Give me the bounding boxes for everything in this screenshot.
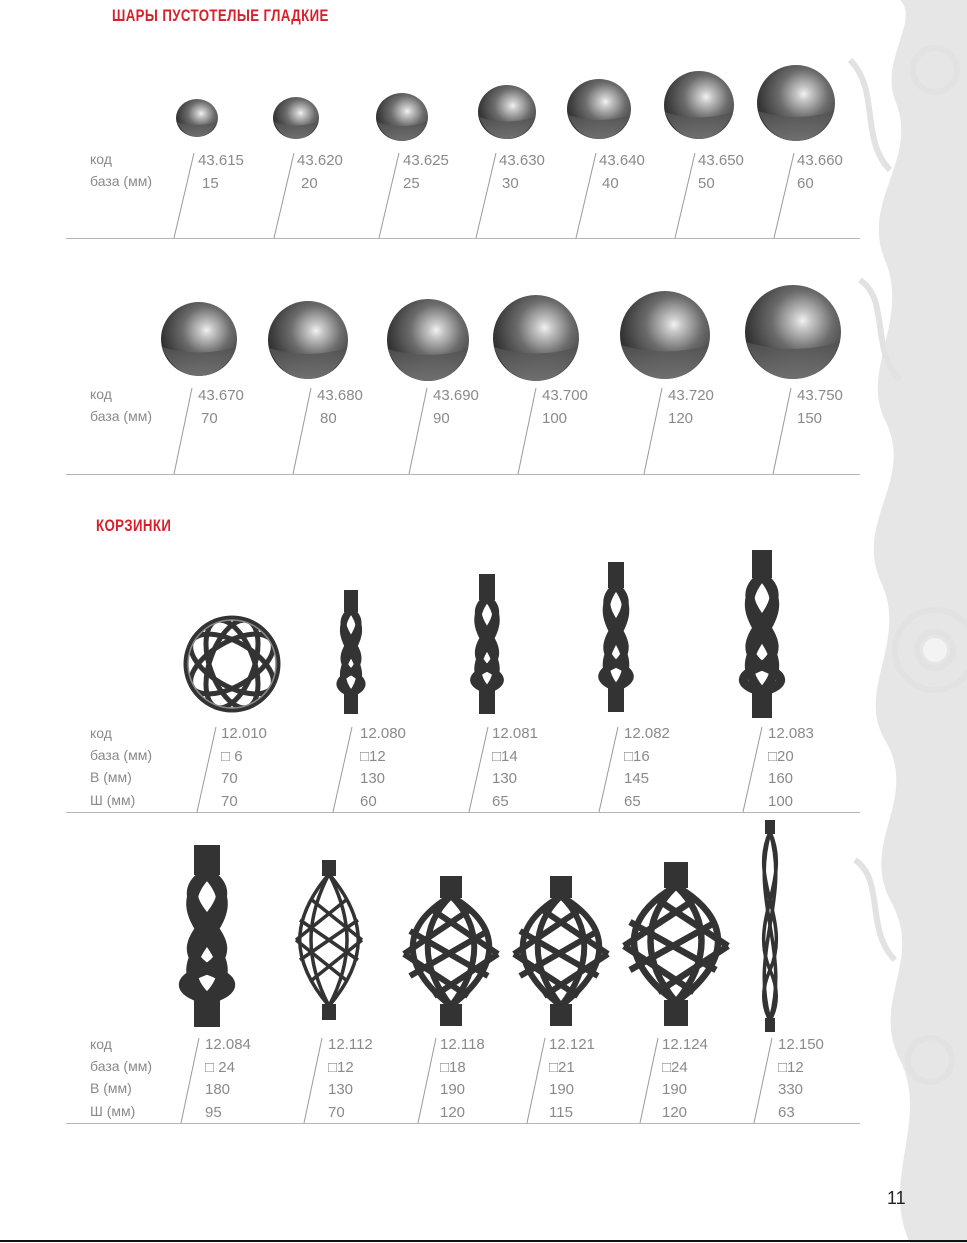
sphere-43-640	[599, 149, 645, 195]
code-value: 43.700	[542, 387, 588, 404]
baskets-row1-height-label: В (мм)	[90, 769, 132, 785]
spheres-row1-divider	[66, 238, 860, 239]
spheres-row1-code-label: код	[90, 151, 112, 167]
baskets-row1-width-label: Ш (мм)	[90, 792, 136, 808]
base-value: 120	[668, 410, 694, 427]
width-value: 70	[221, 792, 238, 810]
base-value: □12	[778, 1058, 804, 1076]
code-value: 12.010	[221, 725, 267, 742]
height-value: 190	[440, 1081, 466, 1098]
basket-12-080	[360, 723, 406, 813]
base-value: 50	[698, 175, 715, 192]
sphere-43-670	[198, 384, 244, 430]
basket-12-112	[328, 1034, 373, 1124]
base-value: 100	[542, 410, 568, 427]
basket-12-010	[221, 723, 267, 813]
sphere-43-750	[797, 384, 843, 430]
sphere-43-750-image	[744, 284, 842, 380]
width-value: 63	[778, 1103, 795, 1121]
width-value: 60	[360, 792, 377, 810]
sphere-43-630-image	[477, 84, 537, 140]
base-value: 15	[202, 175, 219, 192]
base-value: 150	[797, 410, 823, 427]
sphere-43-690-image	[386, 298, 470, 382]
base-value: □ 6	[221, 747, 243, 765]
base-value: 60	[797, 175, 814, 192]
basket-12-150	[778, 1034, 824, 1124]
height-value: 330	[778, 1081, 804, 1098]
width-value: 95	[205, 1103, 222, 1121]
sphere-43-615	[198, 149, 244, 195]
code-value: 43.670	[198, 387, 244, 404]
code-value: 12.118	[440, 1036, 485, 1053]
sphere-43-720	[668, 384, 714, 430]
base-value: □16	[624, 747, 650, 765]
sphere-43-625-image	[375, 92, 429, 142]
code-value: 43.640	[599, 152, 645, 169]
sphere-43-720-image	[619, 290, 711, 380]
base-value: □14	[492, 747, 518, 765]
basket-12-083-image	[716, 550, 808, 718]
spheres-row2-code-label: код	[90, 386, 112, 402]
basket-12-124	[662, 1034, 708, 1124]
width-value: 65	[492, 792, 509, 810]
code-value: 43.750	[797, 387, 843, 404]
baskets-row2-base-label: база (мм)	[90, 1058, 152, 1074]
baskets-row1-code-label: код	[90, 725, 112, 741]
code-value: 43.615	[198, 152, 244, 169]
sphere-43-625	[403, 149, 449, 195]
baskets-row1-divider	[66, 812, 860, 813]
sphere-43-630	[499, 149, 545, 195]
base-value: 30	[502, 175, 519, 192]
basket-12-082	[624, 723, 670, 813]
basket-12-124-image	[620, 862, 732, 1026]
base-value: 90	[433, 410, 450, 427]
height-value: 160	[768, 770, 794, 787]
base-value: 80	[320, 410, 337, 427]
code-value: 43.630	[499, 152, 545, 169]
sphere-43-700	[542, 384, 588, 430]
sphere-43-620	[297, 149, 343, 195]
baskets-section-title: КОРЗИНКИ	[96, 516, 172, 535]
baskets-row2-code-label: код	[90, 1036, 112, 1052]
sphere-43-680	[317, 384, 363, 430]
base-value: □12	[328, 1058, 354, 1076]
code-value: 12.083	[768, 725, 814, 742]
sphere-43-650	[698, 149, 744, 195]
basket-12-150-image	[748, 820, 792, 1032]
code-value: 43.720	[668, 387, 714, 404]
sphere-43-660	[797, 149, 843, 195]
page-bottom-rule	[0, 1240, 967, 1242]
baskets-row2-divider	[66, 1123, 860, 1124]
sphere-43-660-image	[756, 64, 836, 142]
code-value: 12.080	[360, 725, 406, 742]
basket-12-080-image	[320, 590, 382, 714]
code-value: 43.680	[317, 387, 363, 404]
basket-12-084	[205, 1034, 251, 1124]
height-value: 70	[221, 770, 238, 787]
code-value: 43.625	[403, 152, 449, 169]
basket-12-118	[440, 1034, 485, 1124]
sphere-43-690	[433, 384, 479, 430]
base-value: 20	[301, 175, 318, 192]
sphere-43-640-image	[566, 78, 632, 140]
width-value: 115	[549, 1103, 573, 1121]
width-value: 100	[768, 792, 794, 810]
spheres-row2-base-label: база (мм)	[90, 408, 152, 424]
baskets-row1-base-label: база (мм)	[90, 747, 152, 763]
basket-12-084-image	[152, 845, 262, 1027]
basket-12-118-image	[400, 876, 502, 1026]
height-value: 130	[360, 770, 386, 787]
baskets-row2-width-label: Ш (мм)	[90, 1103, 136, 1119]
basket-12-081-image	[453, 574, 521, 714]
basket-12-010-image	[180, 612, 284, 716]
base-value: □18	[440, 1058, 466, 1076]
basket-12-082-image	[582, 562, 650, 712]
basket-12-121	[549, 1034, 595, 1124]
sphere-43-615-image	[175, 98, 219, 138]
code-value: 12.112	[328, 1036, 373, 1053]
code-value: 12.082	[624, 725, 670, 742]
spheres-section-title: ШАРЫ ПУСТОТЕЛЫЕ ГЛАДКИЕ	[112, 6, 329, 25]
width-value: 70	[328, 1103, 345, 1121]
code-value: 12.124	[662, 1036, 708, 1053]
height-value: 190	[549, 1081, 575, 1098]
base-value: □ 24	[205, 1058, 235, 1076]
sphere-43-670-image	[160, 301, 238, 377]
decorative-ornament	[840, 0, 967, 1243]
height-value: 145	[624, 770, 650, 787]
spheres-row1-base-label: база (мм)	[90, 173, 152, 189]
basket-12-081	[492, 723, 538, 813]
base-value: □12	[360, 747, 386, 765]
width-value: 65	[624, 792, 641, 810]
height-value: 130	[492, 770, 518, 787]
basket-12-083	[768, 723, 814, 813]
code-value: 43.690	[433, 387, 479, 404]
base-value: 70	[201, 410, 218, 427]
sphere-43-620-image	[272, 96, 320, 140]
base-value: □24	[662, 1058, 688, 1076]
height-value: 130	[328, 1081, 354, 1098]
width-value: 120	[440, 1103, 466, 1121]
page-number: 11	[887, 1188, 906, 1208]
code-value: 12.121	[549, 1036, 595, 1053]
code-value: 12.084	[205, 1036, 251, 1053]
code-value: 43.660	[797, 152, 843, 169]
code-value: 12.150	[778, 1036, 824, 1053]
sphere-43-680-image	[267, 300, 349, 380]
sphere-43-650-image	[663, 70, 735, 140]
basket-12-121-image	[510, 876, 612, 1026]
basket-12-112-image	[290, 860, 368, 1020]
base-value: 40	[602, 175, 619, 192]
spheres-row2-divider	[66, 474, 860, 475]
code-value: 12.081	[492, 725, 538, 742]
base-value: 25	[403, 175, 420, 192]
base-value: □20	[768, 747, 794, 765]
width-value: 120	[662, 1103, 688, 1121]
height-value: 190	[662, 1081, 688, 1098]
base-value: □21	[549, 1058, 575, 1076]
height-value: 180	[205, 1081, 231, 1098]
code-value: 43.620	[297, 152, 343, 169]
sphere-43-700-image	[492, 294, 580, 382]
baskets-row2-height-label: В (мм)	[90, 1080, 132, 1096]
code-value: 43.650	[698, 152, 744, 169]
